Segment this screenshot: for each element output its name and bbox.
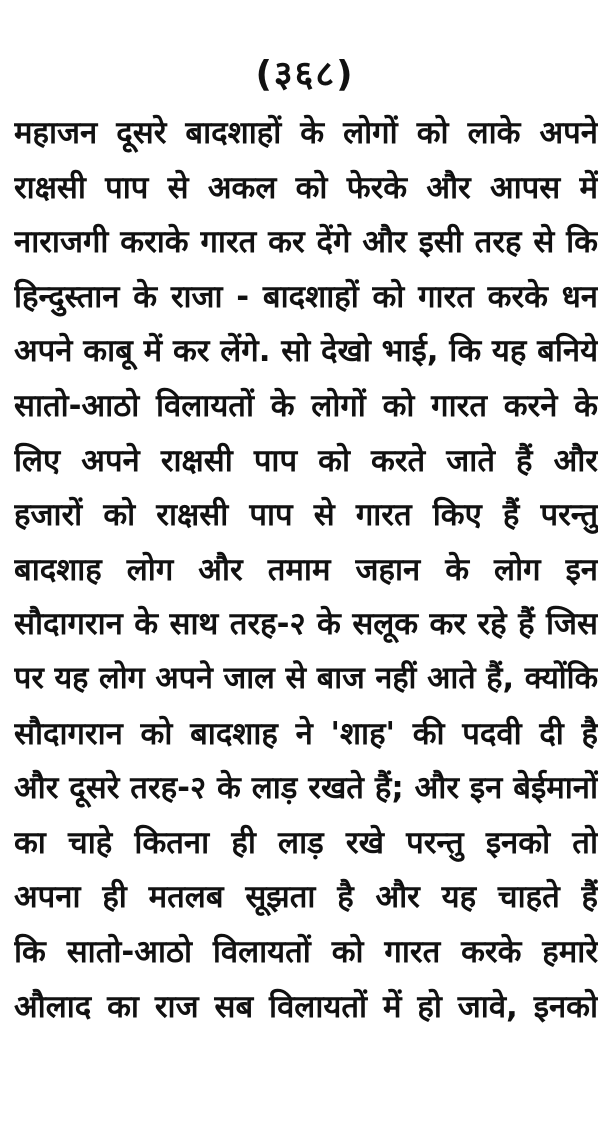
text-line: पर यह लोग अपने जाल से बाज नहीं आते हैं, क्योंकि [14,660,598,696]
text-line: औलाद का राज सब विलायतों में हो जावे, इनको [14,988,598,1025]
text-line: महाजन दूसरे बादशाहों के लोगों को लाके अपने [14,115,598,151]
text-line: राक्षसी पाप से अकल को फेरके और आपस में [14,169,598,206]
text-line: और दूसरे तरह-२ के लाड़ रखते हैं; और इन बेईमानों [14,770,598,807]
text-line: का चाहे कितना ही लाड़ रखे परन्तु इनको तो [14,824,598,861]
text-line: सौदागरान के साथ तरह-२ के सलूक कर रहे हैं जिस [14,606,598,643]
text-line: हजारों को राक्षसी पाप से गारत किए हैं परन्तु [14,497,598,534]
text-line: सातो-आठो विलायतों के लोगों को गारत करने के [14,387,598,424]
text-line: लिए अपने राक्षसी पाप को करते जाते हैं और [14,442,598,479]
page-number: (३६८) [255,54,355,95]
body-text [14,106,598,1034]
text-line: हिन्दुस्तान के राजा - बादशाहों को गारत करके धन [14,278,598,315]
text-line: अपने काबू में कर लेंगे. सो देखो भाई, कि यह बनिये [14,333,598,370]
text-line: नाराजगी कराके गारत कर देंगे और इसी तरह से कि [14,224,598,261]
text-line: कि सातो-आठो विलायतों को गारत करके हमारे [14,933,598,970]
text-line: बादशाह लोग और तमाम जहान के लोग इन [14,551,598,588]
text-line: सौदागरान को बादशाह ने 'शाह' की पदवी दी है [14,715,598,752]
text-line: अपना ही मतलब सूझता है और यह चाहते हैं [14,879,598,916]
